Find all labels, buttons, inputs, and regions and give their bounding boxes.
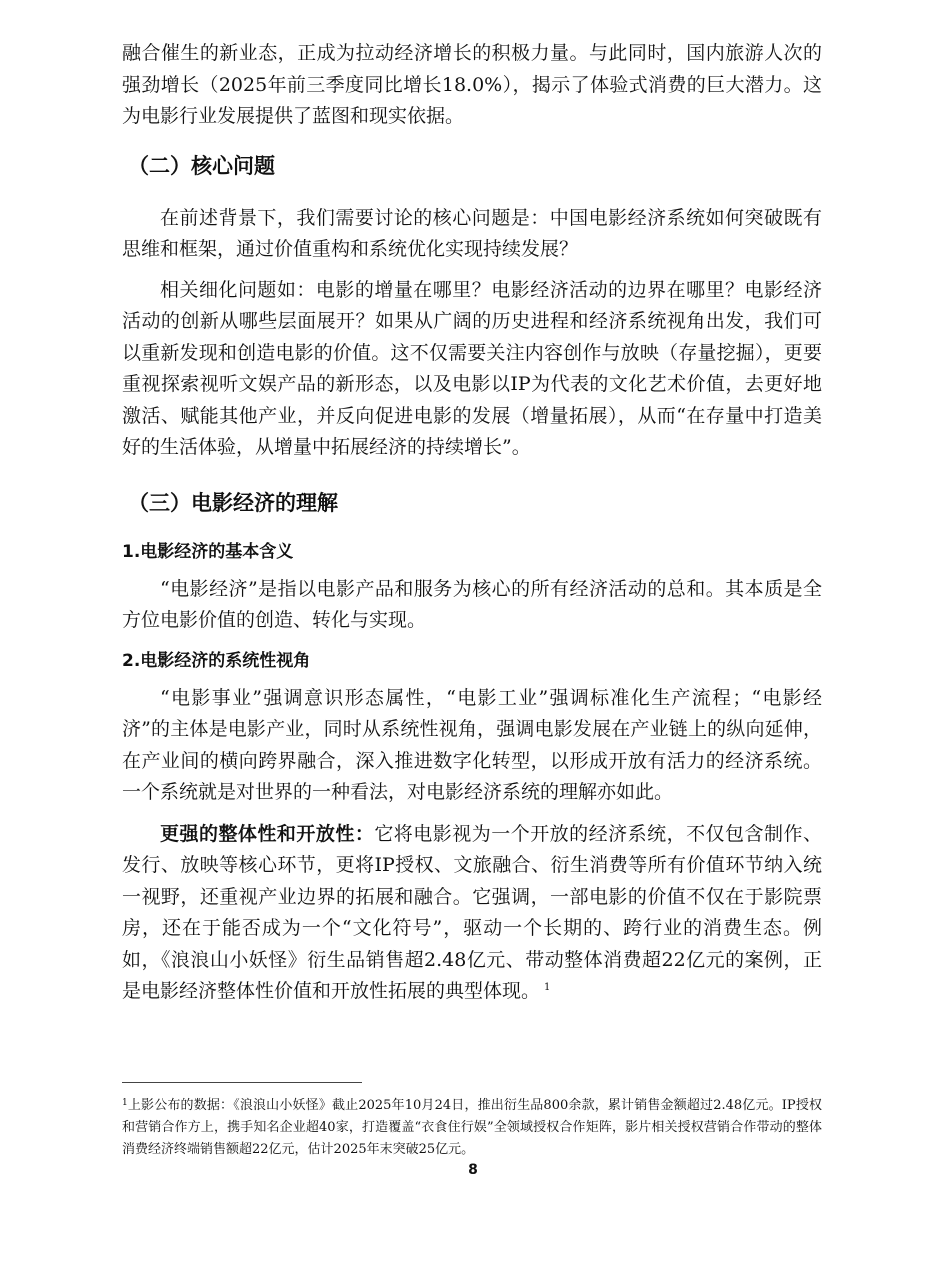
footnote-reference[interactable]: 1 — [544, 982, 551, 993]
core-issue-paragraph: 在前述背景下，我们需要讨论的核心问题是：中国电影经济系统如何突破既有思维和框架，通过价值重构和系统优化实现持续发展？ — [122, 206, 822, 260]
openness-lead: 更强的整体性和开放性： — [160, 822, 375, 845]
section-heading-core-issues: （二）核心问题 — [128, 153, 275, 178]
footnote-divider — [122, 1082, 362, 1083]
page-body — [122, 38, 822, 1008]
openness-text: 它将电影视为一个开放的经济系统，不仅包含制作、发行、放映等核心环节，更将IP授权、文旅融合、衍生消费等所有价值环节纳入统一视野，还重视产业边界的拓展和融合。它强调，一部电影的价值不仅在于影院票房，还在于能否成为一个“文化符号”，驱动一个长期的、跨行业的消费生态。例如，《浪浪山小妖怪》衍生品销售超2.48亿元、带动整体消费超22亿元的案例，正是电影经济整体性价值和开放性拓展的典型体现。 — [122, 822, 822, 1002]
footnote — [122, 1095, 822, 1161]
subheading-basic-meaning: 1.电影经济的基本含义 — [122, 541, 294, 562]
openness-paragraph — [122, 819, 822, 1008]
footnote-text: 上影公布的数据：《浪浪山小妖怪》截止2025年10月24日，推出衍生品800余款，累计销售金额超过2.48亿元。IP授权和营销合作方上，携手知名企业超40家，打造覆盖“衣食住行娱”全领域授权合作矩阵，影片相关授权营销合作带动的整体消费经济终端销售额超22亿元，估计2025年末突破25亿元。 — [122, 1098, 822, 1157]
page-number: 8 — [468, 1162, 478, 1178]
basic-meaning-paragraph: “电影经济”是指以电影产品和服务为核心的所有经济活动的总和。其本质是全方位电影价值的创造、转化与实现。 — [122, 577, 822, 631]
detailed-questions-paragraph: 相关细化问题如：电影的增量在哪里？电影经济活动的边界在哪里？电影经济活动的创新从哪些层面展开？如果从广阔的历史进程和经济系统视角出发，我们可以重新发现和创造电影的价值。这不仅需要关注内容创作与放映（存量挖掘），更要重视探索视听文娱产品的新形态，以及电影以IP为代表的文化艺术价值，去更好地激活、赋能其他产业，并反向促进电影的发展（增量拓展），从而“在存量中打造美好的生活体验，从增量中拓展经济的持续增长”。 — [122, 278, 822, 458]
subheading-systemic-view: 2.电影经济的系统性视角 — [122, 650, 311, 671]
section-heading-film-economy: （三）电影经济的理解 — [128, 490, 338, 515]
footnote-marker: 1 — [122, 1098, 128, 1108]
intro-paragraph: 融合催生的新业态，正成为拉动经济增长的积极力量。与此同时，国内旅游人次的强劲增长（2025年前三季度同比增长18.0%），揭示了体验式消费的巨大潜力。这为电影行业发展提供了蓝图和现实依据。 — [122, 42, 822, 127]
systemic-view-paragraph: “电影事业”强调意识形态属性，“电影工业”强调标准化生产流程；“电影经济”的主体是电影产业，同时从系统性视角，强调电影发展在产业链上的纵向延伸，在产业间的横向跨界融合，深入推进数字化转型，以形成开放有活力的经济系统。一个系统就是对世界的一种看法，对电影经济系统的理解亦如此。 — [122, 686, 822, 803]
